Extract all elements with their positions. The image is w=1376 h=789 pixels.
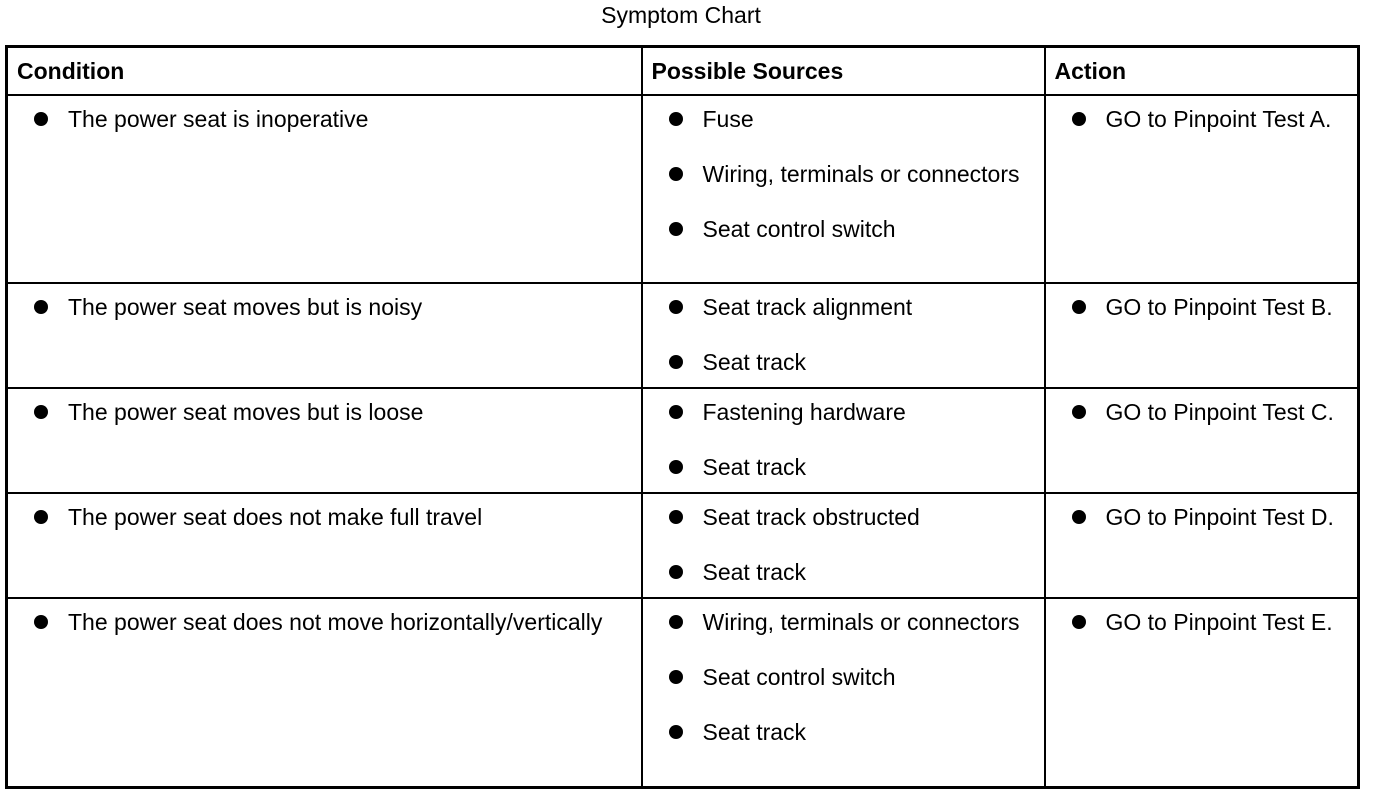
source-text: Seat control switch xyxy=(702,663,896,690)
chart-title: Symptom Chart xyxy=(601,2,761,28)
list-item xyxy=(669,557,1034,587)
list-item xyxy=(34,607,631,637)
action-cell xyxy=(1045,283,1359,388)
bullet-icon xyxy=(669,222,683,236)
list-item xyxy=(669,452,1034,482)
action-text: GO to Pinpoint Test E. xyxy=(1105,608,1333,635)
action-cell xyxy=(1045,388,1359,493)
bullet-icon xyxy=(669,112,683,126)
bullet-icon xyxy=(34,405,48,419)
list-item xyxy=(1072,104,1348,134)
bullet-icon xyxy=(34,510,48,524)
bullet-icon xyxy=(34,300,48,314)
condition-text: The power seat moves but is loose xyxy=(68,398,424,425)
condition-text: The power seat moves but is noisy xyxy=(68,293,423,320)
bullet-icon xyxy=(669,565,683,579)
bullet-icon xyxy=(34,112,48,126)
action-text: GO to Pinpoint Test D. xyxy=(1105,503,1334,530)
action-text: GO to Pinpoint Test C. xyxy=(1105,398,1334,425)
source-text: Seat track xyxy=(702,718,807,745)
list-item xyxy=(669,397,1034,427)
table-row xyxy=(7,95,1359,283)
list-item xyxy=(1072,502,1348,532)
list-item xyxy=(34,292,631,322)
bullet-icon xyxy=(1072,112,1086,126)
list-item xyxy=(669,607,1034,637)
action-cell xyxy=(1045,95,1359,283)
source-text: Seat track alignment xyxy=(702,293,913,320)
bullet-icon xyxy=(669,670,683,684)
sources-cell xyxy=(642,95,1045,283)
condition-cell xyxy=(7,95,642,283)
list-item xyxy=(669,502,1034,532)
source-text: Seat track xyxy=(702,348,807,375)
bullet-icon xyxy=(1072,615,1086,629)
symptom-table xyxy=(5,45,1360,789)
bullet-icon xyxy=(669,460,683,474)
source-text: Seat control switch xyxy=(702,215,896,242)
list-item xyxy=(34,502,631,532)
header-row xyxy=(7,47,1359,95)
table-row xyxy=(7,493,1359,598)
sources-cell xyxy=(642,283,1045,388)
condition-cell xyxy=(7,388,642,493)
bullet-icon xyxy=(1072,510,1086,524)
bullet-icon xyxy=(669,510,683,524)
bullet-icon xyxy=(1072,300,1086,314)
list-item xyxy=(1072,397,1348,427)
source-text: Seat track xyxy=(702,558,807,585)
bullet-icon xyxy=(669,355,683,369)
action-text: GO to Pinpoint Test A. xyxy=(1105,105,1332,132)
source-text: Wiring, terminals or connectors xyxy=(702,608,1020,635)
sources-cell xyxy=(642,493,1045,598)
action-cell xyxy=(1045,493,1359,598)
bullet-icon xyxy=(34,615,48,629)
sources-cell xyxy=(642,598,1045,788)
table-row xyxy=(7,283,1359,388)
bullet-icon xyxy=(669,300,683,314)
list-item xyxy=(669,292,1034,322)
condition-cell xyxy=(7,493,642,598)
possible-sources-header: Possible Sources xyxy=(642,47,1045,95)
list-item xyxy=(34,397,631,427)
bullet-icon xyxy=(669,725,683,739)
list-item xyxy=(669,159,1034,189)
source-text: Seat track obstructed xyxy=(702,503,920,530)
action-text: GO to Pinpoint Test B. xyxy=(1105,293,1333,320)
bullet-icon xyxy=(669,615,683,629)
table-row xyxy=(7,598,1359,788)
list-item xyxy=(669,717,1034,747)
source-text: Fastening hardware xyxy=(702,398,906,425)
list-item xyxy=(34,104,631,134)
list-item xyxy=(1072,292,1348,322)
action-header: Action xyxy=(1045,47,1359,95)
list-item xyxy=(669,347,1034,377)
source-text: Seat track xyxy=(702,453,807,480)
list-item xyxy=(1072,607,1348,637)
source-text: Fuse xyxy=(702,105,754,132)
condition-text: The power seat is inoperative xyxy=(68,105,369,132)
source-text: Wiring, terminals or connectors xyxy=(702,160,1020,187)
condition-text: The power seat does not move horizontally/vertically xyxy=(68,608,603,635)
condition-cell xyxy=(7,283,642,388)
list-item xyxy=(669,104,1034,134)
sources-cell xyxy=(642,388,1045,493)
bullet-icon xyxy=(669,405,683,419)
bullet-icon xyxy=(1072,405,1086,419)
list-item xyxy=(669,662,1034,692)
list-item xyxy=(669,214,1034,244)
condition-text: The power seat does not make full travel xyxy=(68,503,483,530)
bullet-icon xyxy=(669,167,683,181)
action-cell xyxy=(1045,598,1359,788)
condition-header: Condition xyxy=(7,47,642,95)
table-row xyxy=(7,388,1359,493)
condition-cell xyxy=(7,598,642,788)
